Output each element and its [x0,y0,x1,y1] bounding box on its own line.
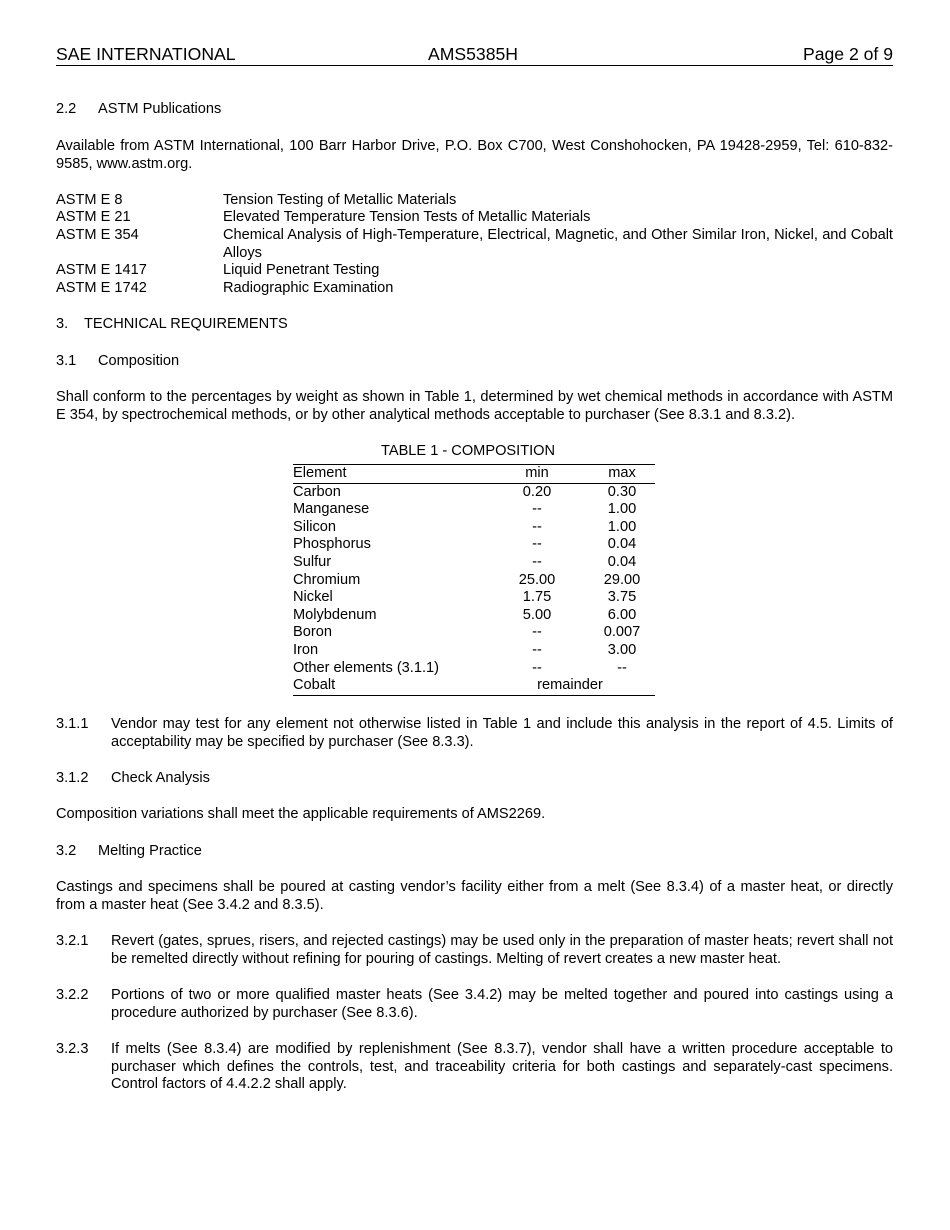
table-row: Other elements (3.1.1) -- -- [293,659,627,676]
section-3-heading: 3. TECHNICAL REQUIREMENTS [56,316,288,332]
remainder-value: remainder [485,677,655,695]
table-row: Molybdenum 5.00 6.00 [293,606,637,623]
table-row: Chromium 25.00 29.00 [293,571,641,588]
table-row: Silicon -- 1.00 [293,518,637,535]
header-doc-number: AMS5385H [428,44,518,64]
document-page: SAE INTERNATIONAL AMS5385H Page 2 of 9 2.2 ASTM Publications Available from ASTM International, 100 Barr Harbor Drive, P.O. Box C700, West Conshohocken, PA 19428-2959, Tel: 610-832-9585, www.astm.org. ASTM E 8 Tension Testing of Metallic Materials ASTM E 21 Elevated Temperature Tension Tests of Metallic Materials ASTM E 354 Chemical Analysis of High-Temperature, Electrical, Magnetic, and Other Similar Iron, Nickel, and Cobalt Alloys ASTM E 1417 Liquid Penetrant Testing ASTM E 1742 Radiographic Examination 3. TECHNICAL REQUIREMENTS 3.1 Composition Shall conform to the percentages by weight as shown in Table 1, determined by wet chemical methods in accordance with ASTM E 354, by spectrochemical methods, or by other analytical methods acceptable to purchaser (See 8.3.1 and 8.3.2). TABLE 1 - COMPOSITION Element min max Carbon 0.20 0.30 Manganese -- 1.00 Silicon -- 1.00 Phosphorus -- 0.04 Sulfur -- 0.04 Chromium 25.00 29.00 Nickel 1.75 3.75 Molybdenum 5.00 6.00 Boron -- 0.007 Iron -- 3.00 Other elements (3.1.1) -- -- Cobalt remainder 3.1.1 Vendor may test for any element not otherwise listed in Table 1 and include this analysis in the report of 4.5. Limits of acceptability may be specified by purchaser (See 8.3.3). 3.1.2 Check Analysis Composition variations shall meet the applicable requirements of AMS2269. 3.2 Melting Practice Castings and specimens shall be poured at casting vendor’s facility either from a melt (See 8.3.4) of a master heat, or directly from a master heat (See 3.4.2 and 8.3.5). 3.2.1 Revert (gates, sprues, risers, and rejected castings) may be used only in the preparation of master heats; revert shall not be remelted directly without refining for pouring of castings. Melting of revert creates a new master heat. 3.2.2 Portions of two or more qualified master heats (See 3.4.2) may be melted together and poured into castings using a procedure authorized by purchaser (See 8.3.6). 3.2.3 If melts (See 8.3.4) are modified by replenishment (See 8.3.7), vendor shall have a written procedure acceptable to purchaser which defines the controls, test, and traceability criteria for both castings and separately-cast specimens. Control factors of 4.4.2.2 shall apply. [56,44,893,1093]
astm-availability-paragraph: Available from ASTM International, 100 Barr Harbor Drive, P.O. Box C700, West Conshohocken, PA 19428-2959, Tel: 610-832-9585, www.astm.org. [56,138,893,172]
table-row: Nickel 1.75 3.75 [293,589,637,606]
section-3-1-heading: 3.1 Composition [56,353,180,369]
composition-paragraph: Shall conform to the percentages by weight as shown in Table 1, determined by wet chemical methods in accordance with ASTM E 354, by spectrochemical methods, or by other analytical methods acceptable to purchaser (See 8.3.1 and 8.3.2). [56,389,893,423]
section-2-2-heading: 2.2 ASTM Publications [56,101,222,117]
table-row: Sulfur -- 0.04 [293,553,637,570]
header-page-number: Page 2 of 9 [803,44,893,64]
section-3-2-heading: 3.2 Melting Practice [56,843,202,859]
table-row-cobalt: Cobalt remainder [293,677,655,695]
column-header-element: Element [293,465,485,484]
section-3-1-1: 3.1.1 Vendor may test for any element not otherwise listed in Table 1 and include this analysis in the report of 4.5. Limits of acceptability may be specified by purchaser (See 8.3.3). [56,716,893,750]
check-analysis-paragraph: Composition variations shall meet the applicable requirements of AMS2269. [56,806,546,822]
composition-table [293,464,655,696]
table-row: Manganese -- 1.00 [293,501,637,518]
table-1-title: TABLE 1 - COMPOSITION [381,443,556,459]
table-row: Iron -- 3.00 [293,641,637,658]
table-header-row [293,465,655,484]
table-row: Carbon 0.20 0.30 [293,483,637,500]
melting-practice-paragraph: Castings and specimens shall be poured at casting vendor’s facility either from a melt (See 8.3.4) of a master heat, or directly from a master heat (See 3.4.2 and 8.3.5). [56,879,893,913]
column-header-min: min [485,465,589,484]
column-header-max: max [589,465,655,484]
table-row: Boron -- 0.007 [293,624,641,641]
section-3-1-2-heading: 3.1.2 Check Analysis [56,770,210,786]
header-org: SAE INTERNATIONAL [56,44,236,64]
table-row: Phosphorus -- 0.04 [293,536,637,553]
